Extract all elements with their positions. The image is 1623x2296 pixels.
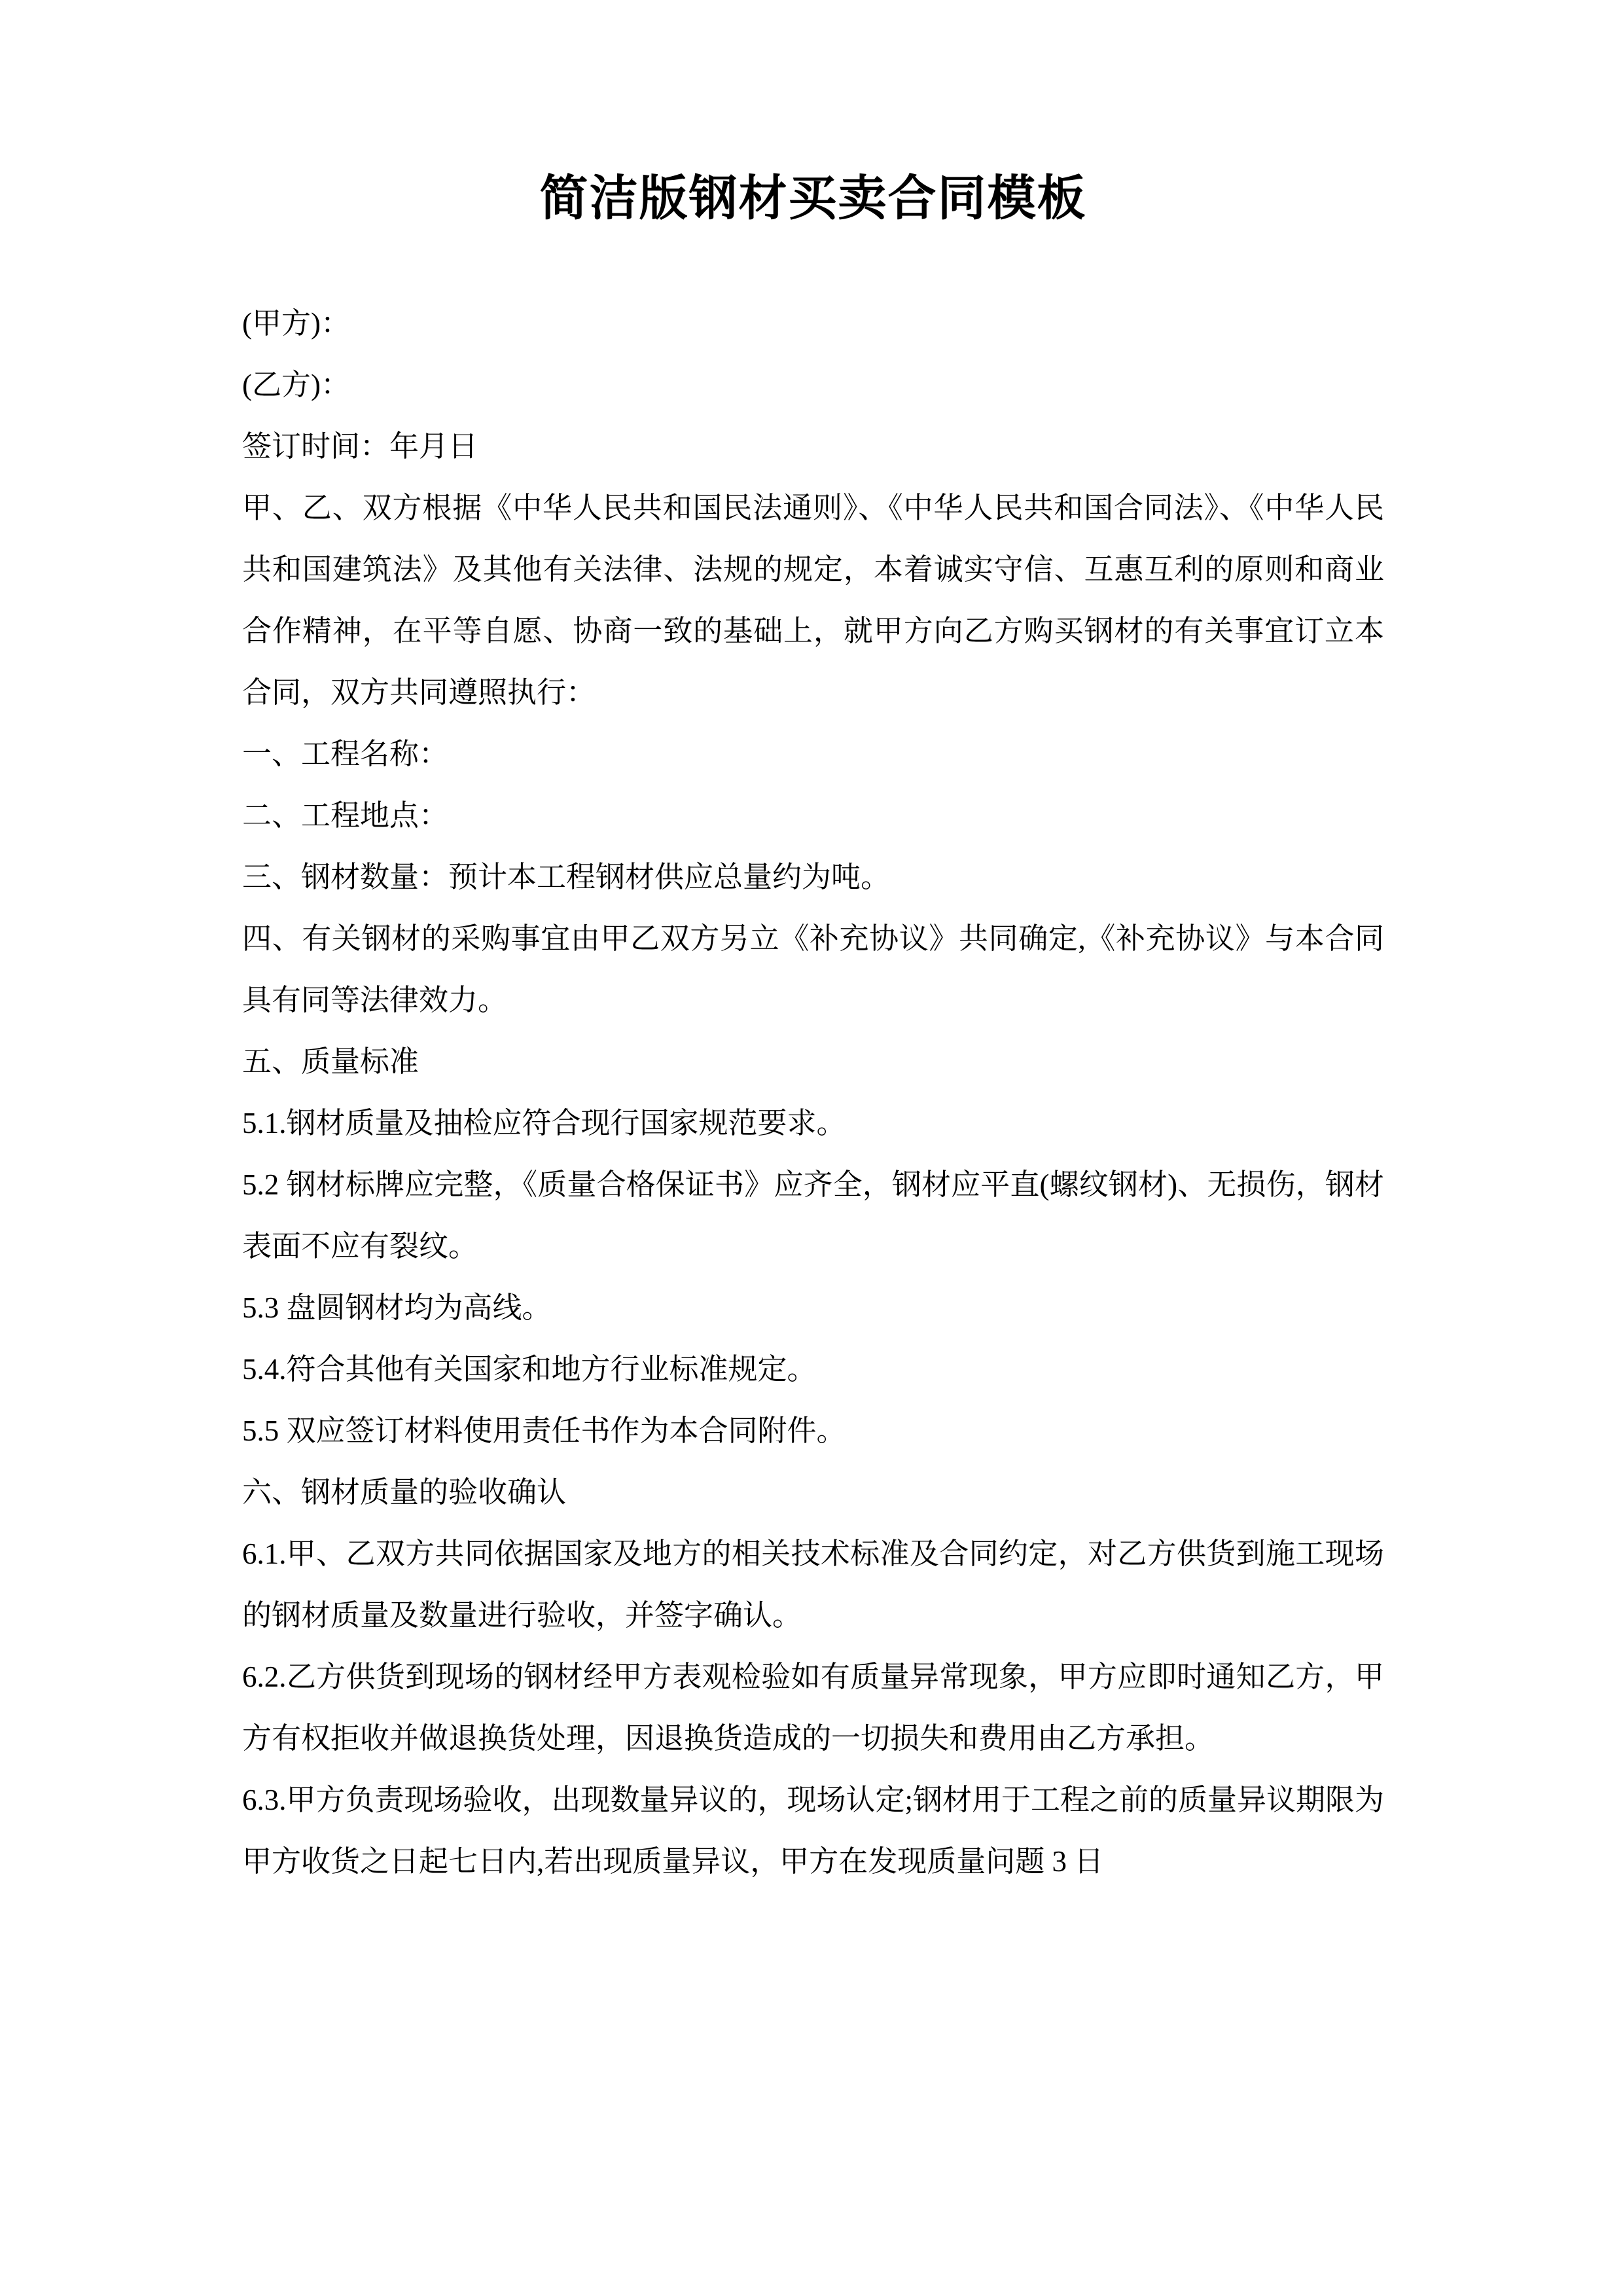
paragraph-party-b: (乙方)：: [242, 368, 350, 401]
paragraph-article-3-steel-quantity: 三、钢材数量：预计本工程钢材供应总量约为吨。: [242, 860, 891, 893]
paragraph-article-2-project-location: 二、工程地点：: [242, 798, 449, 832]
paragraph-clause-5-5: 5.5 双应签订材料使用责任书作为本合同附件。: [242, 1414, 846, 1447]
paragraph-article-5-quality-standard: 五、质量标准: [242, 1045, 419, 1078]
paragraph-clause-5-3: 5.3 盘圆钢材均为高线。: [242, 1291, 552, 1324]
paragraph-clause-5-1: 5.1.钢材质量及抽检应符合现行国家规范要求。: [242, 1106, 846, 1139]
paragraph-preamble: 甲、乙、双方根据《中华人民共和国民法通则》、《中华人民共和国合同法》、《中华人民共和国建筑法》及其他有关法律、法规的规定，本着诚实守信、互惠互利的原则和商业合作精神，在平等自愿、协商一致的基础上，就甲方向乙方购买钢材的有关事宜订立本合同，双方共同遵照执行：: [242, 491, 1384, 709]
paragraph-clause-6-3: 6.3.甲方负责现场验收，出现数量异议的，现场认定;钢材用于工程之前的质量异议期限为甲方收货之日起七日内,若出现质量异议，甲方在发现质量问题 3 日: [242, 1783, 1385, 1878]
paragraph-clause-5-2: 5.2 钢材标牌应完整，《质量合格保证书》应齐全，钢材应平直(螺纹钢材)、无损伤，钢材表面不应有裂纹。: [242, 1168, 1384, 1263]
paragraph-signing-date: 签订时间：年月日: [242, 429, 478, 463]
page-content-column: [242, 0, 1384, 1892]
paragraph-article-1-project-name: 一、工程名称：: [242, 737, 449, 770]
paragraph-party-a: (甲方)：: [242, 306, 350, 340]
paragraph-article-4-supplementary-agreement: 四、有关钢材的采购事宜由甲乙双方另立《补充协议》共同确定,《补充协议》与本合同具有同等法律效力。: [242, 922, 1384, 1016]
contract-body: [242, 293, 1384, 1892]
paragraph-clause-5-4: 5.4.符合其他有关国家和地方行业标准规定。: [242, 1352, 817, 1386]
paragraph-article-6-acceptance: 六、钢材质量的验收确认: [242, 1475, 567, 1509]
paragraph-clause-6-2: 6.2.乙方供货到现场的钢材经甲方表观检验如有质量异常现象，甲方应即时通知乙方，甲方有权拒收并做退换货处理，因退换货造成的一切损失和费用由乙方承担。: [242, 1660, 1384, 1755]
page-title: 简洁版钢材买卖合同模板: [539, 172, 1087, 226]
paragraph-clause-6-1: 6.1.甲、乙双方共同依据国家及地方的相关技术标准及合同约定，对乙方供货到施工现场的钢材质量及数量进行验收，并签字确认。: [242, 1537, 1384, 1632]
